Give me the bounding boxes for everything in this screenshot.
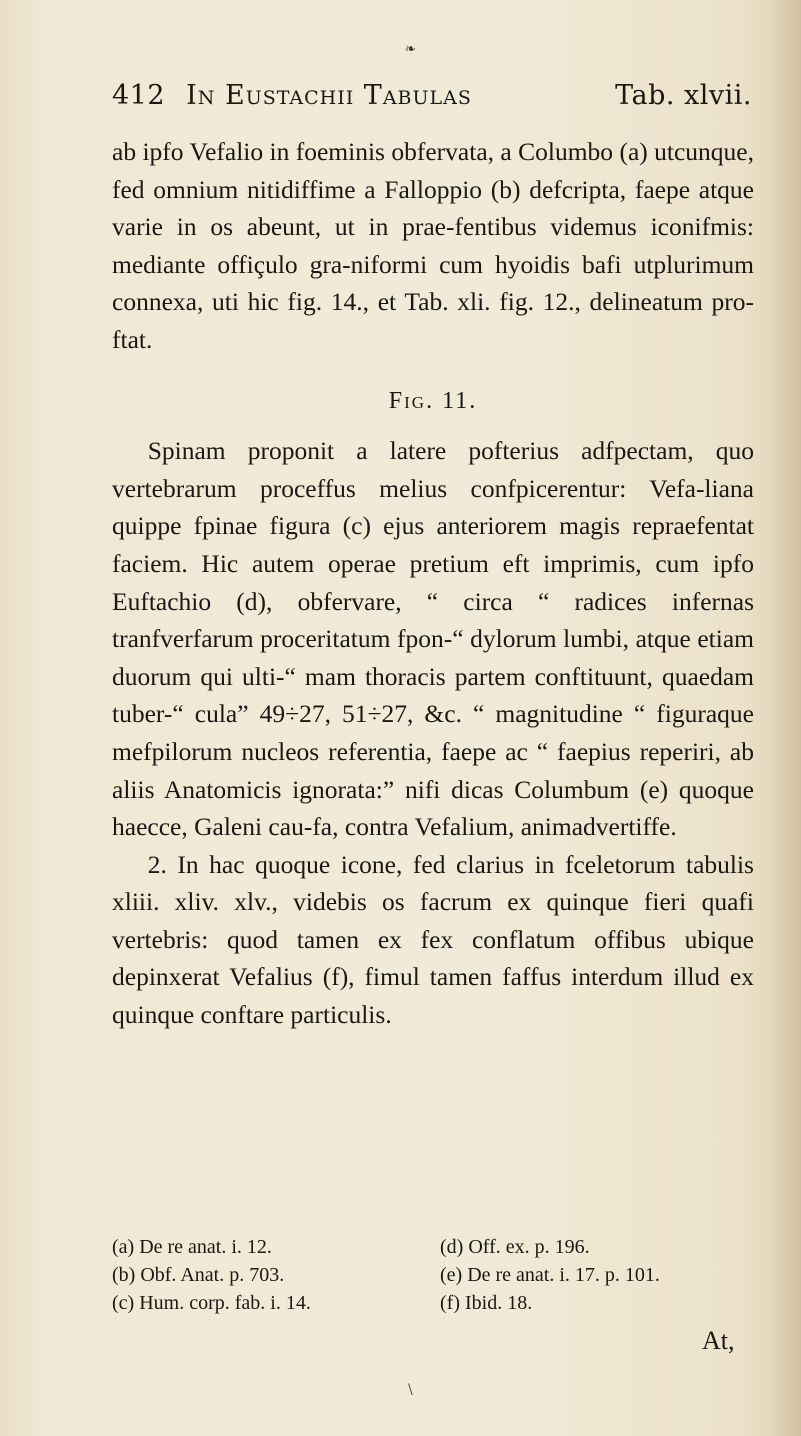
footnote-a: (a) De re anat. i. 12. <box>112 1236 272 1258</box>
page-number: 412 <box>112 80 166 111</box>
footnote-f: (f) Ibid. 18. <box>440 1292 533 1314</box>
body-text <box>112 133 754 1034</box>
paragraph-3: 2. In hac quoque icone, fed clarius in fceletorum tabulis xliii. xliv. xlv., videbis os facrum ex quinque fieri quafi vertebris: quod tamen ex fex conflatum offibus ubique depinxerat Vefalius (f), fimul tamen faffus interdum illud ex quinque conftare particulis. <box>112 849 754 1030</box>
footnotes <box>112 1233 752 1317</box>
catchword: At, <box>702 1326 735 1355</box>
running-title: In Eustachii Tabulas <box>186 80 472 111</box>
paragraph-1: ab ipfo Vefalio in foeminis obfervata, a Columbo (a) utcunque, fed omnium nitidiffime a Falloppio (b) defcripta, faepe atque varie in os abeunt, ut in prae-fentibus videmus iconifmis: mediante offiçulo gra-niformi cum hyoidis bafi utplurimum connexa, uti hic fig. 14., et Tab. xli. fig. 12., delineatum pro-ftat. <box>112 137 754 354</box>
footnote-e: (e) De re anat. i. 17. p. 101. <box>440 1264 660 1286</box>
bottom-mark: \ <box>408 1382 413 1398</box>
footnotes-left-column <box>112 1233 424 1317</box>
figure-heading: Fig. 11. <box>388 387 478 414</box>
footnotes-right-column <box>440 1233 752 1317</box>
footnote-d: (d) Off. ex. p. 196. <box>440 1236 590 1258</box>
table-reference: Tab. xlvii. <box>615 80 752 111</box>
ornament-mark: ❧ <box>405 42 416 57</box>
running-head <box>112 80 752 111</box>
paragraph-2: Spinam proponit a latere pofterius adfpectam, quo vertebrarum proceffus melius confpicerentur: Vefa-liana quippe fpinae figura (c) ejus anteriorem magis repraefentat faciem. Hic autem operae pretium eft imprimis, cum ipfo Euftachio (d), obfervare, “ circa “ radices infernas tranfverfarum proceritatum fpon-“ dylorum lumbi, atque etiam duorum qui ulti-“ mam thoracis partem conftituunt, quaedam tuber-“ cula” 49÷27, 51÷27, &c. “ magnitudine “ figuraque mefpilorum nucleos referentia, faepe ac “ faepius reperiri, ab aliis Anatomicis ignorata:” nifi dicas Columbum (e) quoque haecce, Galeni cau-fa, contra Vefalium, animadvertiffe. <box>112 436 754 842</box>
footnote-b: (b) Obf. Anat. p. 703. <box>112 1264 285 1286</box>
footnote-c: (c) Hum. corp. fab. i. 14. <box>112 1292 311 1314</box>
page-edge-shadow <box>767 0 801 1436</box>
